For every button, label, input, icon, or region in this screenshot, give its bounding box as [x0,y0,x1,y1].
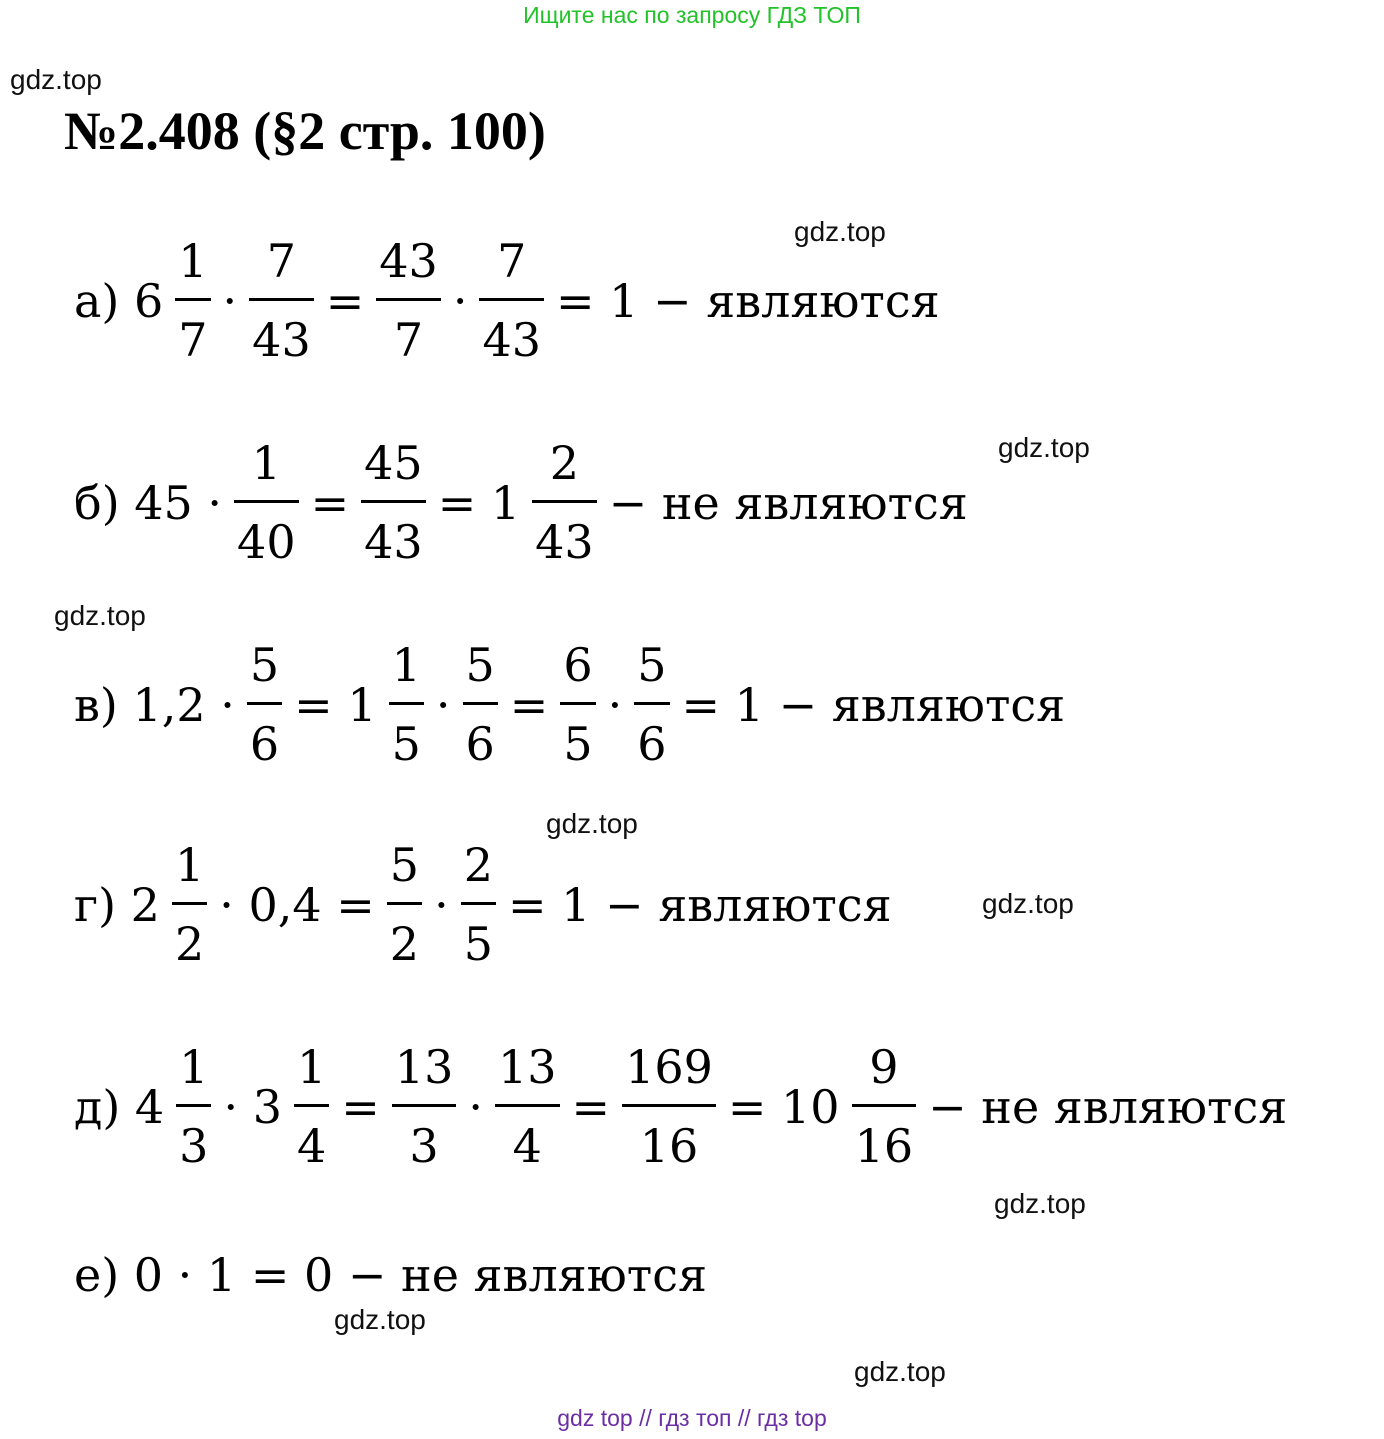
equation-text: е) 0 · 1 = 0 − не являются [74,1248,707,1302]
fraction-bar [249,298,314,301]
fraction-denominator: 5 [391,717,421,771]
fraction-denominator: 7 [178,313,208,367]
fraction [389,638,424,771]
equation-line-v [66,638,1073,771]
fraction-numerator: 1 [174,838,205,892]
fraction-bar [294,1104,329,1107]
fraction-numerator: 1 [251,436,281,490]
equation-text: = [341,1079,380,1134]
search-banner: Ищите нас по запросу ГДЗ ТОП [523,2,861,28]
fraction-numerator: 7 [497,234,527,288]
equation-line-a [66,234,948,367]
fraction-bar [387,902,422,905]
equation-text: = [509,677,549,732]
fraction-denominator: 43 [364,515,423,569]
fraction [495,1040,560,1173]
fraction-numerator: 13 [497,1040,557,1094]
equation-text: д) 4 [74,1079,165,1134]
fraction [852,1040,917,1173]
equation-line-e [66,1248,715,1302]
fraction-bar [234,500,299,503]
fraction-denominator: 16 [854,1119,914,1173]
fraction [463,638,498,771]
equation-line-d [66,1040,1295,1173]
watermark: gdz.top [54,600,146,631]
equation-text: = 1 − являются [681,677,1066,732]
fraction-denominator: 4 [512,1119,542,1173]
fraction-numerator: 2 [463,838,493,892]
fraction-bar [175,298,210,301]
fraction-denominator: 43 [535,515,594,569]
fraction-numerator: 1 [178,234,208,288]
fraction-denominator: 40 [237,515,296,569]
equation-text: · 3 [223,1079,282,1134]
fraction-denominator: 6 [465,717,495,771]
fraction [361,436,426,569]
fraction-numerator: 1 [179,1040,209,1094]
equation-text: · [222,273,238,328]
fraction [532,436,597,569]
equation-text: = 1 − являются [555,273,940,328]
fraction [172,838,207,971]
fraction [249,234,314,367]
equation-text: = 10 [727,1079,840,1134]
fraction-numerator: 43 [379,234,438,288]
fraction-numerator: 5 [637,638,667,692]
equation-text: · 0,4 = [219,877,375,932]
watermark: gdz.top [854,1356,946,1387]
fraction [376,234,441,367]
equation-text: = 1 [437,475,521,530]
fraction-bar [532,500,597,503]
equation-text: = 1 − являются [507,877,892,932]
equation-text: = [571,1079,611,1134]
equation-text: − не являются [928,1079,1288,1134]
equation-text: г) 2 [74,877,160,932]
equation-text: · [468,1079,483,1134]
fraction-numerator: 9 [869,1040,899,1094]
fraction-denominator: 5 [463,917,493,971]
equation-text: · [452,273,468,328]
fraction-bar [634,702,669,705]
equation-text: б) 45 · [74,475,223,530]
fraction-numerator: 6 [563,638,593,692]
fraction-bar [247,702,282,705]
equation-text: · [435,677,451,732]
fraction-denominator: 2 [174,917,205,971]
equation-text: в) 1,2 · [74,677,235,732]
problem-title: №2.408 (§2 стр. 100) [64,101,546,161]
equation-text: · [434,877,449,932]
equation-text: = [325,273,365,328]
equation-text: = 1 [294,677,377,732]
fraction-denominator: 6 [249,717,280,771]
fraction [479,234,544,367]
fraction-bar [479,298,544,301]
watermark: gdz.top [982,888,1074,919]
fraction-bar [176,1104,211,1107]
fraction-denominator: 7 [393,313,424,367]
fraction-denominator: 16 [639,1119,699,1173]
fraction [392,1040,457,1173]
fraction [634,638,669,771]
watermark: gdz.top [10,64,102,95]
fraction [234,436,299,569]
fraction-bar [461,902,496,905]
fraction-bar [389,702,424,705]
fraction-numerator: 5 [465,638,495,692]
footer-links: gdz top // гдз топ // гдз top [557,1405,827,1431]
watermark: gdz.top [994,1188,1086,1219]
fraction [176,1040,211,1173]
fraction-numerator: 1 [391,638,421,692]
fraction [294,1040,329,1173]
fraction-numerator: 2 [549,436,580,490]
fraction-denominator: 2 [389,917,420,971]
equation-text: = [310,475,350,530]
watermark: gdz.top [998,432,1090,463]
fraction-bar [172,902,207,905]
fraction-numerator: 5 [389,838,420,892]
fraction-numerator: 169 [625,1040,713,1094]
fraction [175,234,210,367]
fraction [461,838,496,971]
fraction-bar [560,702,595,705]
fraction-numerator: 1 [296,1040,327,1094]
fraction-bar [852,1104,917,1107]
fraction-bar [392,1104,457,1107]
equation-text: · [607,677,623,732]
fraction-numerator: 7 [266,234,297,288]
fraction-numerator: 45 [364,436,423,490]
fraction-bar [463,702,498,705]
fraction-denominator: 3 [179,1119,209,1173]
equation-line-g [66,838,900,971]
watermark: gdz.top [546,808,638,839]
fraction [560,638,595,771]
fraction-denominator: 5 [563,717,593,771]
fraction-denominator: 4 [296,1119,327,1173]
equation-line-b [66,436,976,569]
fraction-numerator: 5 [249,638,280,692]
fraction-denominator: 3 [409,1119,439,1173]
equation-text: а) 6 [74,273,164,328]
fraction [622,1040,716,1173]
equation-text: − не являются [608,475,968,530]
fraction-denominator: 43 [482,313,541,367]
fraction-bar [376,298,441,301]
fraction [247,638,282,771]
watermark: gdz.top [794,216,886,247]
fraction-denominator: 6 [637,717,667,771]
fraction [387,838,422,971]
fraction-bar [622,1104,716,1107]
fraction-denominator: 43 [252,313,311,367]
fraction-numerator: 13 [394,1040,454,1094]
fraction-bar [495,1104,560,1107]
watermark: gdz.top [334,1304,426,1335]
fraction-bar [361,500,426,503]
